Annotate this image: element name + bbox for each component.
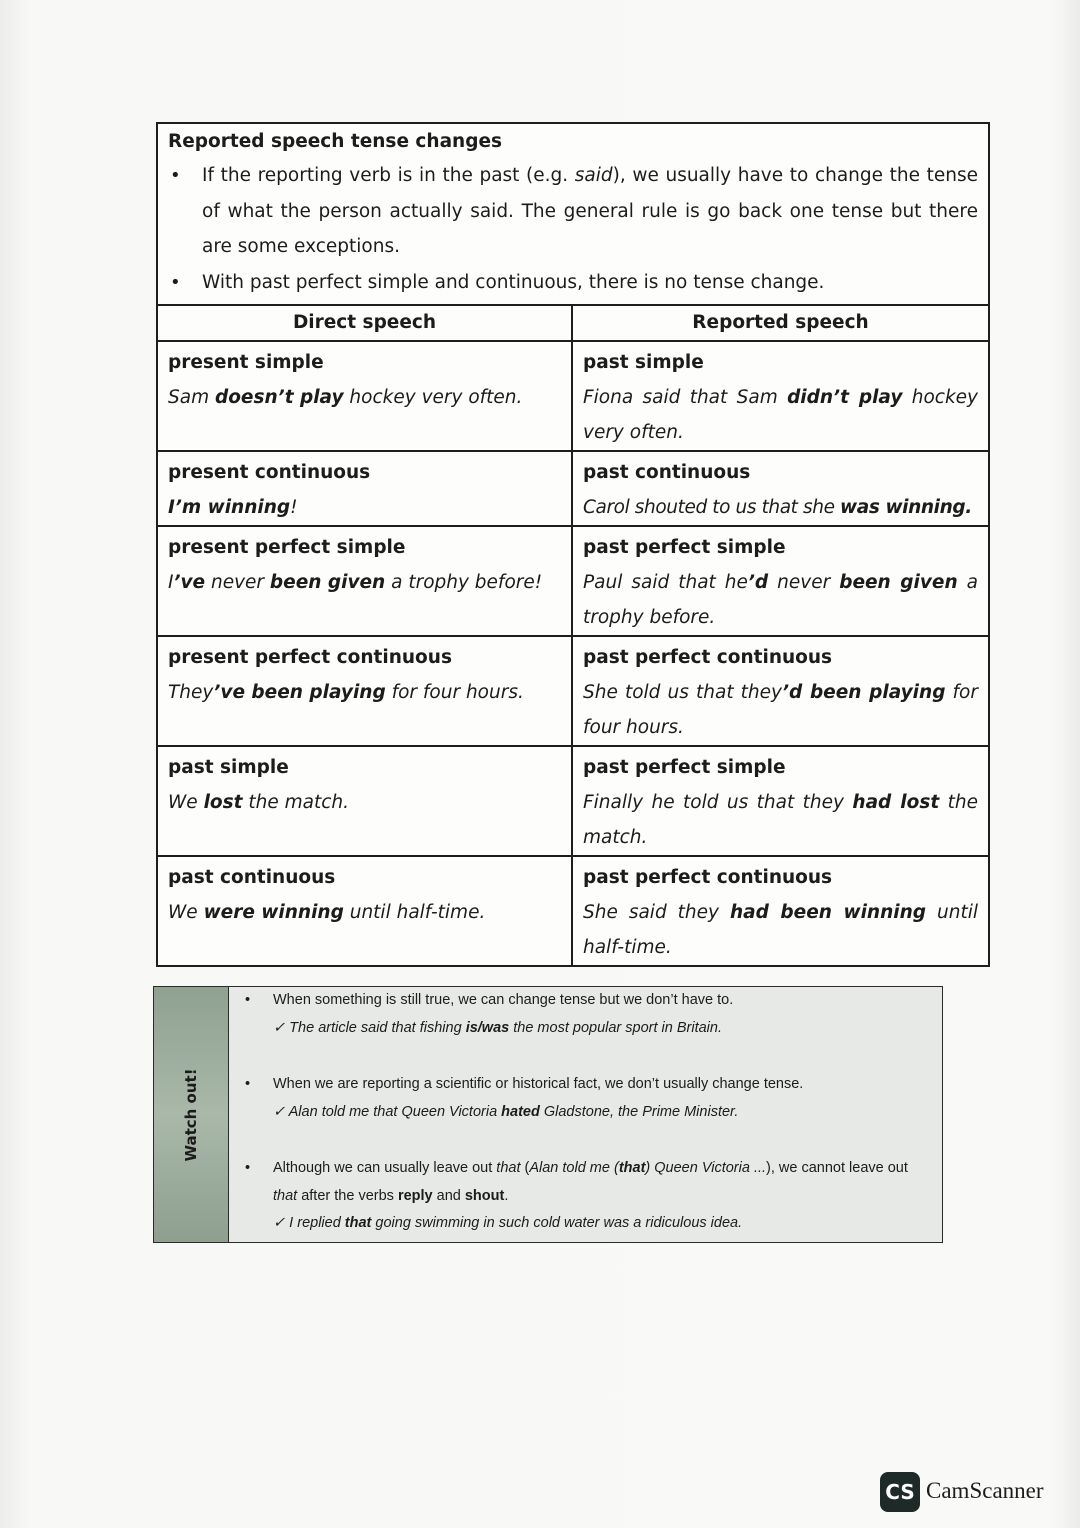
text-part: (	[520, 1160, 530, 1176]
text-part-italic: that	[496, 1160, 521, 1176]
example-text: the match.	[583, 792, 978, 848]
camscanner-brand: CamScanner	[926, 1478, 1044, 1503]
text-part-italic: Alan told me (	[529, 1160, 619, 1176]
table-row	[157, 526, 989, 636]
example-bold: hated	[501, 1103, 540, 1120]
reported-cell	[572, 746, 989, 856]
watch-out-item	[237, 1071, 934, 1126]
example-text: ✓ I replied	[273, 1215, 345, 1231]
table-row	[157, 341, 989, 451]
watch-out-box	[153, 986, 943, 1243]
intro-cell	[157, 123, 989, 305]
example-text: a trophy before!	[385, 572, 543, 593]
table-row	[157, 856, 989, 966]
intro-bullet-2-text: With past perfect simple and continuous, there is no tense change.	[202, 271, 825, 293]
example-text: She told us that they	[583, 682, 782, 703]
example-text: We	[168, 792, 204, 813]
reported-tense: past continuous	[583, 462, 751, 483]
watch-out-sidebar	[154, 987, 229, 1242]
watch-out-example	[273, 1210, 934, 1238]
example-text: the most popular sport in Britain.	[509, 1019, 722, 1036]
table-row	[157, 636, 989, 746]
reported-tense: past simple	[583, 352, 704, 373]
example-text: Gladstone, the Prime Minister.	[539, 1103, 739, 1120]
text-part-bold: reply	[397, 1187, 433, 1204]
example-text: going swimming in such cold water was a ridiculous idea.	[371, 1215, 743, 1231]
example-bold: was winning.	[840, 497, 972, 518]
direct-example	[168, 785, 561, 820]
example-bold: lost	[203, 792, 243, 813]
example-text: ✓ The article said that fishing	[273, 1019, 466, 1036]
table-row	[157, 746, 989, 856]
intro-bullets	[168, 158, 978, 300]
text-part: Although we can usually leave out	[273, 1160, 497, 1176]
example-bold: ’d	[747, 572, 769, 593]
example-text: Fiona said that Sam	[583, 387, 788, 408]
direct-speech-header: Direct speech	[157, 305, 572, 341]
direct-cell	[157, 636, 572, 746]
direct-tense: past continuous	[168, 867, 336, 888]
direct-cell	[157, 746, 572, 856]
reported-example	[583, 380, 978, 450]
watch-out-text: When something is still true, we can change tense but we don’t have to.	[273, 992, 734, 1008]
table-row	[157, 451, 989, 526]
reported-example	[583, 675, 978, 745]
reported-cell	[572, 856, 989, 966]
watch-out-text: When we are reporting a scientific or historical fact, we don’t usually change tense.	[273, 1076, 804, 1092]
tense-changes-table	[156, 122, 990, 967]
reported-tense: past perfect continuous	[583, 867, 833, 888]
example-bold: is/was	[465, 1019, 510, 1036]
reported-cell	[572, 451, 989, 526]
example-text: hockey very often.	[583, 387, 978, 443]
example-bold: I’m winning	[168, 497, 291, 518]
direct-example	[168, 490, 561, 525]
reported-example	[583, 895, 978, 965]
example-text: for four hours.	[385, 682, 524, 703]
text-part: .	[504, 1187, 509, 1204]
example-text: hockey very often.	[343, 387, 523, 408]
camscanner-logo-icon: CS	[880, 1472, 920, 1512]
reported-tense: past perfect simple	[583, 537, 786, 558]
example-bold: that	[344, 1215, 372, 1231]
example-bold: been given	[269, 572, 386, 593]
direct-cell	[157, 341, 572, 451]
example-bold: doesn’t play	[214, 387, 344, 408]
example-text: Sam	[168, 387, 215, 408]
intro-title: Reported speech tense changes	[168, 131, 503, 152]
text-part: after the verbs	[297, 1187, 398, 1204]
example-text: ✓ Alan told me that Queen Victoria	[273, 1103, 502, 1120]
reported-example	[583, 565, 978, 635]
text-part-italic: ) Queen Victoria ...	[645, 1160, 767, 1176]
example-text: for four hours.	[583, 682, 978, 738]
example-bold: ’ve	[173, 572, 206, 593]
example-text: until half-time.	[583, 902, 978, 958]
example-text: She said they	[583, 902, 730, 923]
intro-bullet-2	[168, 265, 978, 301]
direct-cell	[157, 451, 572, 526]
watch-out-example	[273, 1099, 934, 1127]
direct-tense: past simple	[168, 757, 289, 778]
text-part-italic: that	[273, 1187, 298, 1204]
direct-tense: present perfect continuous	[168, 647, 452, 668]
watch-out-example	[273, 1015, 934, 1043]
example-text: Finally he told us that they	[583, 792, 853, 813]
watch-out-item	[237, 1155, 934, 1238]
example-text: Paul said that he	[583, 572, 748, 593]
reported-tense: past perfect simple	[583, 757, 786, 778]
example-text: We	[168, 902, 204, 923]
reported-cell	[572, 526, 989, 636]
reported-example	[583, 490, 978, 525]
example-text: the match.	[242, 792, 349, 813]
text-part: and	[432, 1187, 465, 1204]
watch-out-list	[237, 987, 934, 1238]
watch-out-content	[229, 987, 942, 1242]
reported-tense: past perfect continuous	[583, 647, 833, 668]
example-bold: ’ve been playing	[213, 682, 386, 703]
example-bold: didn’t play	[787, 387, 903, 408]
intro-bullet-1-italic: said	[574, 165, 613, 186]
example-text: !	[290, 497, 298, 518]
reported-cell	[572, 341, 989, 451]
direct-example	[168, 380, 561, 415]
example-text: never	[768, 572, 840, 593]
reported-example	[583, 785, 978, 855]
reported-cell	[572, 636, 989, 746]
intro-bullet-1-text: If the reporting verb is in the past (e.g.	[202, 165, 575, 186]
watch-out-item	[237, 987, 934, 1042]
watch-out-label: Watch out!	[182, 1067, 200, 1162]
direct-example	[168, 565, 561, 600]
example-bold: had lost	[852, 792, 940, 813]
watch-out-text	[273, 1160, 908, 1204]
intro-bullet-1	[168, 158, 978, 265]
example-text: never	[205, 572, 270, 593]
direct-cell	[157, 856, 572, 966]
example-text: a trophy before.	[583, 572, 978, 628]
direct-tense: present continuous	[168, 462, 371, 483]
example-bold: ’d been playing	[782, 682, 946, 703]
text-part-bold-italic: that	[618, 1160, 646, 1176]
example-text: They	[168, 682, 214, 703]
example-bold: been given	[839, 572, 958, 593]
example-text: I	[168, 572, 174, 593]
direct-tense: present perfect simple	[168, 537, 406, 558]
direct-example	[168, 895, 561, 930]
direct-tense: present simple	[168, 352, 324, 373]
example-bold: were winning	[203, 902, 344, 923]
direct-cell	[157, 526, 572, 636]
reported-speech-header: Reported speech	[572, 305, 989, 341]
example-text: until half-time.	[343, 902, 486, 923]
text-part: ), we cannot leave out	[766, 1160, 908, 1176]
text-part-bold: shout	[464, 1187, 505, 1204]
example-text: Carol shouted to us that she	[583, 497, 841, 518]
intro-bullet-1-text-end: ), we usually have to change the tense of what the person actually said. The general rule is go back one tense but there are some exceptions.	[202, 165, 979, 257]
direct-example	[168, 675, 561, 710]
example-bold: had been winning	[729, 902, 927, 923]
